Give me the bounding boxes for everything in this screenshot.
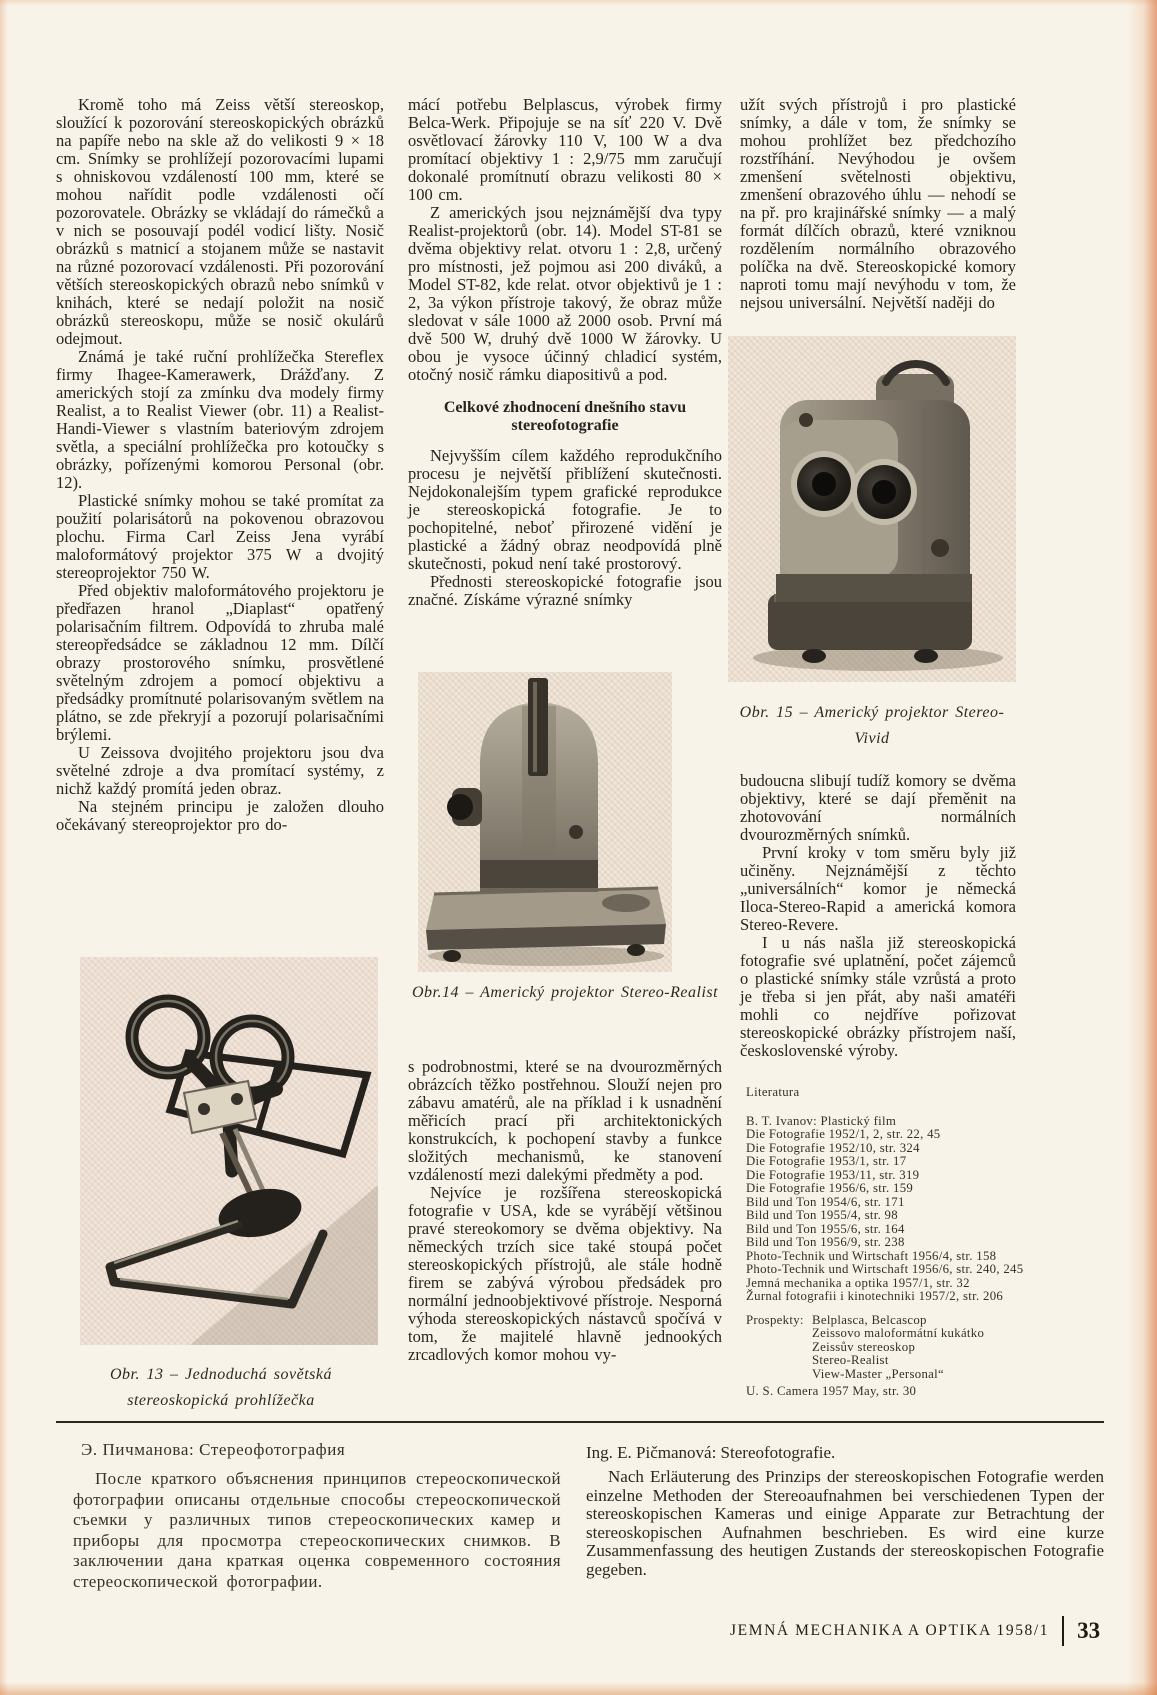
footer-page-number: 33	[1077, 1618, 1101, 1643]
article-column-right-top	[740, 96, 1016, 312]
prospekty-item: Belplasca, Belcascop	[812, 1312, 927, 1327]
summary-german	[586, 1443, 1104, 1579]
page-edge-tint-right	[1127, 0, 1157, 1695]
article-paragraph: Před objektiv maloformátového projektoru je předřazen hranol „Diaplast“ opatřený polarisačním filtrem. Odpovídá to zhruba malé stereopředsádce se základnou 12 mm. Dílčí obrazy prostorového snímku, prosvětlené světelným zdrojem a pomocí objektivu a předsádky promítnuté polarisovaným světlem na plátno, se zde překryjí a pozorují polarisačními brýlemi.	[56, 581, 384, 744]
article-column-left	[56, 96, 384, 834]
article-paragraph: Na stejném principu je založen dlouho očekávaný stereoprojektor pro do-	[56, 797, 384, 834]
footer-journal-title: JEMNÁ MECHANIKA A OPTIKA 1958/1	[730, 1622, 1050, 1639]
literature-item: Die Fotografie 1952/1, 2, str. 22, 45	[746, 1127, 941, 1141]
article-paragraph: U Zeissova dvojitého projektoru jsou dva světelné zdroje a dva promítací systémy, z nichž každý promítá jeden obraz.	[56, 743, 384, 798]
literature-item: Die Fotografie 1953/1, str. 17	[746, 1154, 907, 1168]
footer-divider-bar	[1062, 1616, 1064, 1646]
section-heading: Celkové zhodnocení dnešního stavu stereofotografie	[443, 399, 687, 434]
summary-german-heading: Ing. E. Pičmanová: Stereofotografie.	[586, 1443, 836, 1462]
prospekty-item: View-Master „Personal“	[812, 1366, 944, 1381]
article-paragraph: užít svých přístrojů i pro plastické snímky, a dále v tom, že snímky se mohou prohlížet bez předchozího rozstříhání. Nevýhodou je ovšem zmenšení světelnosti objektivu, zmenšení obrazového úhlu — nehodí se na př. pro krajinářské snímky — a malý formát dílčích obrazů, které vzniknou rozdělením normálního obrazového políčka na dvě. Stereoskopické komory naproti tomu mají nevýhodu v tom, že nejsou universální. Největší naději do	[740, 95, 1016, 312]
summary-german-text: Nach Erläuterung des Prinzips der stereoskopischen Fotografie werden einzelne Methoden der Stereoaufnahmen bei verschiedenen Typen der stereoskopischen Kameras und einige Apparate zur Betrachtung der stereoskopischen Aufnahmen beschrieben. Es wird eine kurze Zusammenfassung des heutigen Zustands der stereoskopischen Fotografie gegeben.	[586, 1467, 1104, 1579]
page-edge-tint-left	[0, 0, 8, 1695]
figure-15-photo-stereo-vivid-projector	[728, 336, 1016, 682]
literature-item: Photo-Technik und Wirtschaft 1956/4, str. 158	[746, 1248, 997, 1263]
page-footer	[730, 1616, 1100, 1646]
summary-russian	[73, 1440, 561, 1592]
article-paragraph: Přednosti stereoskopické fotografie jsou značné. Získáme výrazné snímky	[408, 572, 722, 609]
literature-item: Photo-Technik und Wirtschaft 1956/6, str. 240, 245	[746, 1262, 1024, 1276]
article-paragraph: Nejvyšším cílem každého reprodukčního procesu je největší přiblížení skutečnosti. Nejdokonalejším typem grafické reprodukce je stereoskopická fotografie. Je to pochopitelné, neboť přirozené vidění je plastické a žádný obraz neodpovídá plně skutečnosti, pokud není také prostorový.	[408, 446, 722, 573]
projector-side-illustration	[418, 672, 672, 972]
literature-section	[746, 1086, 1106, 1399]
section-divider-rule	[56, 1421, 1104, 1423]
article-paragraph: Kromě toho má Zeiss větší stereoskop, sloužící k pozorování stereoskopických obrázků na papíře nebo na skle až do velikosti 9 × 18 cm. Snímky se prohlížejí pozorovacími lupami s ohniskovou vzdáleností 100 mm, které se mohou nařídit podle vzdálenosti očí pozorovatele. Obrázky se vkládají do rámečků a v nich se posouvají podél vodicí lišty. Nosič obrázků s matnicí a stojanem může se nastavit na různé pozorovací vzdálenosti. Při pozorování větších stereoskopických obrazů nebo snímků v knihách, které se nedají položit na nosič obrázků stereoskopu, může se nosič okulárů odejmout.	[56, 95, 384, 348]
literature-item: Bild und Ton 1956/9, str. 238	[746, 1235, 905, 1249]
prospekty-block	[746, 1314, 1106, 1382]
literature-item: Die Fotografie 1956/6, str. 159	[746, 1181, 914, 1195]
article-paragraph: budoucna slibují tudíž komory se dvěma objektivy, které se dají přeměnit na zhotovování normálních dvourozměrných snímků.	[740, 771, 1016, 844]
figure-13-photo-stereo-viewer	[80, 957, 378, 1345]
article-paragraph: Známá je také ruční prohlížečka Stereflex firmy Ihagee-Kamerawerk, Drážďany. Z amerických stojí za zmínku dva modely firmy Realist, a to Realist Viewer (obr. 11) a Realist-Handi-Viewer s vlastním bateriovým zdrojem světla, a speciální prohlížečka pro kotoučky s obrázky, pořízenými komorou Personal (obr. 12).	[56, 347, 384, 492]
projector-front-illustration	[728, 336, 1016, 682]
literature-item: U. S. Camera 1957 May, str. 30	[746, 1384, 917, 1398]
figure-14-photo-stereo-realist-projector	[418, 672, 672, 972]
literature-heading: Literatura	[746, 1085, 800, 1099]
page-edge-tint-bottom	[0, 1682, 1157, 1695]
article-column-right-bottom	[740, 772, 1016, 1060]
article-paragraph: Z amerických jsou nejznámější dva typy Realist-projektorů (obr. 14). Model ST-81 se dvěma objektivy relat. otvoru 1 : 2,8, určený pro místnosti, jež pojmou asi 200 diváků, a Model ST-82, kde relat. otvor objektivů je 1 : 2, 3a výkon přístroje takový, že obraz může sledovat v sále 1000 až 2000 osob. První má dvě 500 W, druhý dvě 1000 W žárovky. U obou je vysoce účinný chladicí systém, otočný nosič rámku diapositivů a pod.	[408, 203, 722, 384]
article-column-middle-top	[408, 96, 722, 609]
article-paragraph: První kroky v tom směru byly již učiněny. Nejznámější z těchto „universálních“ komor je německá Iloca-Stereo-Rapid a americká komora Stereo-Revere.	[740, 843, 1016, 934]
literature-item: Bild und Ton 1955/4, str. 98	[746, 1208, 898, 1222]
article-paragraph: Nejvíce je rozšířena stereoskopická fotografie v USA, kde se vyrábějí většinou pravé stereokomory se dvěma objektivy. Na německých trzích sice také stoupá počet stereoskopických přístrojů, ale stále hodně firem se zabývá výrobou předsádek pro normální jednoobjektivové přístroje. Nesporná výhoda stereoskopických nástavců spočívá v tom, že majitelé hlavně jednookých zrcadlových komor mohou vy-	[408, 1183, 722, 1364]
page-edge-tint-top	[0, 0, 1157, 6]
literature-item: Bild und Ton 1954/6, str. 171	[746, 1194, 905, 1209]
summary-russian-heading: Э. Пичманова: Стереофотография	[81, 1440, 346, 1459]
literature-item: Die Fotografie 1952/10, str. 324	[746, 1140, 920, 1155]
prospekty-items	[812, 1314, 984, 1382]
article-paragraph: Plastické snímky mohou se také promítat za použití polarisátorů na pokovenou obrazovou plochu. Firma Carl Zeiss Jena vyrábí maloformátový projektor 375 W a dvojitý stereoprojektor 750 W.	[56, 491, 384, 582]
prospekty-item: Stereo-Realist	[812, 1353, 889, 1367]
literature-item: Die Fotografie 1953/11, str. 319	[746, 1167, 920, 1182]
figure-13-caption: Obr. 13 – Jednoduchá sovětská stereoskopická prohlížečka	[109, 1366, 332, 1409]
article-paragraph: mácí potřebu Belplascus, výrobek firmy Belca-Werk. Připojuje se na síť 220 V. Dvě osvětlovací žárovky 110 V, 100 W a dva promítací objektivy 1 : 2,9/75 mm zaručují dokonalé promítnutí obrazu velikosti 80 × 100 cm.	[408, 95, 722, 204]
article-column-middle-bottom	[408, 1058, 722, 1364]
article-paragraph: s podrobnostmi, které se na dvourozměrných obrázcích těžko postřehnou. Slouží nejen pro zábavu amatérů, ale na příklad i k usnadnění měřicích prací při architektonických konstrukcích, k pochopení stavby a funkce složitých mechanismů, ke stanovení vzdáleností mezi dalekými předměty a pod.	[408, 1057, 722, 1184]
literature-item: Jemná mechanika a optika 1957/1, str. 32	[746, 1275, 970, 1290]
literature-item: B. T. Ivanov: Plastický film	[746, 1113, 897, 1128]
literature-item: Bild und Ton 1955/6, str. 164	[746, 1221, 905, 1236]
figure-14-caption: Obr.14 – Americký projektor Stereo-Realist	[411, 984, 719, 1001]
figure-15-caption: Obr. 15 – Americký projektor Stereo-Vivid	[739, 704, 1005, 747]
literature-item: Žurnal fotografii i kinotechniki 1957/2, str. 206	[746, 1289, 1004, 1303]
prospekty-item: Zeissův stereoskop	[812, 1339, 916, 1354]
prospekty-label: Prospekty:	[746, 1312, 804, 1327]
summary-russian-text: После краткого объяснения принципов стереоскопической фотографии описаны отдельные способы стереоскопической съемки у различных типов стереоскопических камер и приборы для просмотра стереоскопических снимков. В заключении дана краткая оценка современного состояния стереоскопической фотографии.	[73, 1469, 561, 1591]
prospekty-item: Zeissovo maloformátní kukátko	[812, 1326, 985, 1340]
stereo-viewer-illustration	[80, 957, 378, 1345]
article-paragraph: I u nás našla již stereoskopická fotografie své uplatnění, počet zájemců o plastické snímky stále vzrůstá a proto je třeba si jen přát, aby naši amatéři mohli co nejdříve pořizovat stereoskopické obrázky přístrojem naší, československé výroby.	[740, 933, 1016, 1060]
